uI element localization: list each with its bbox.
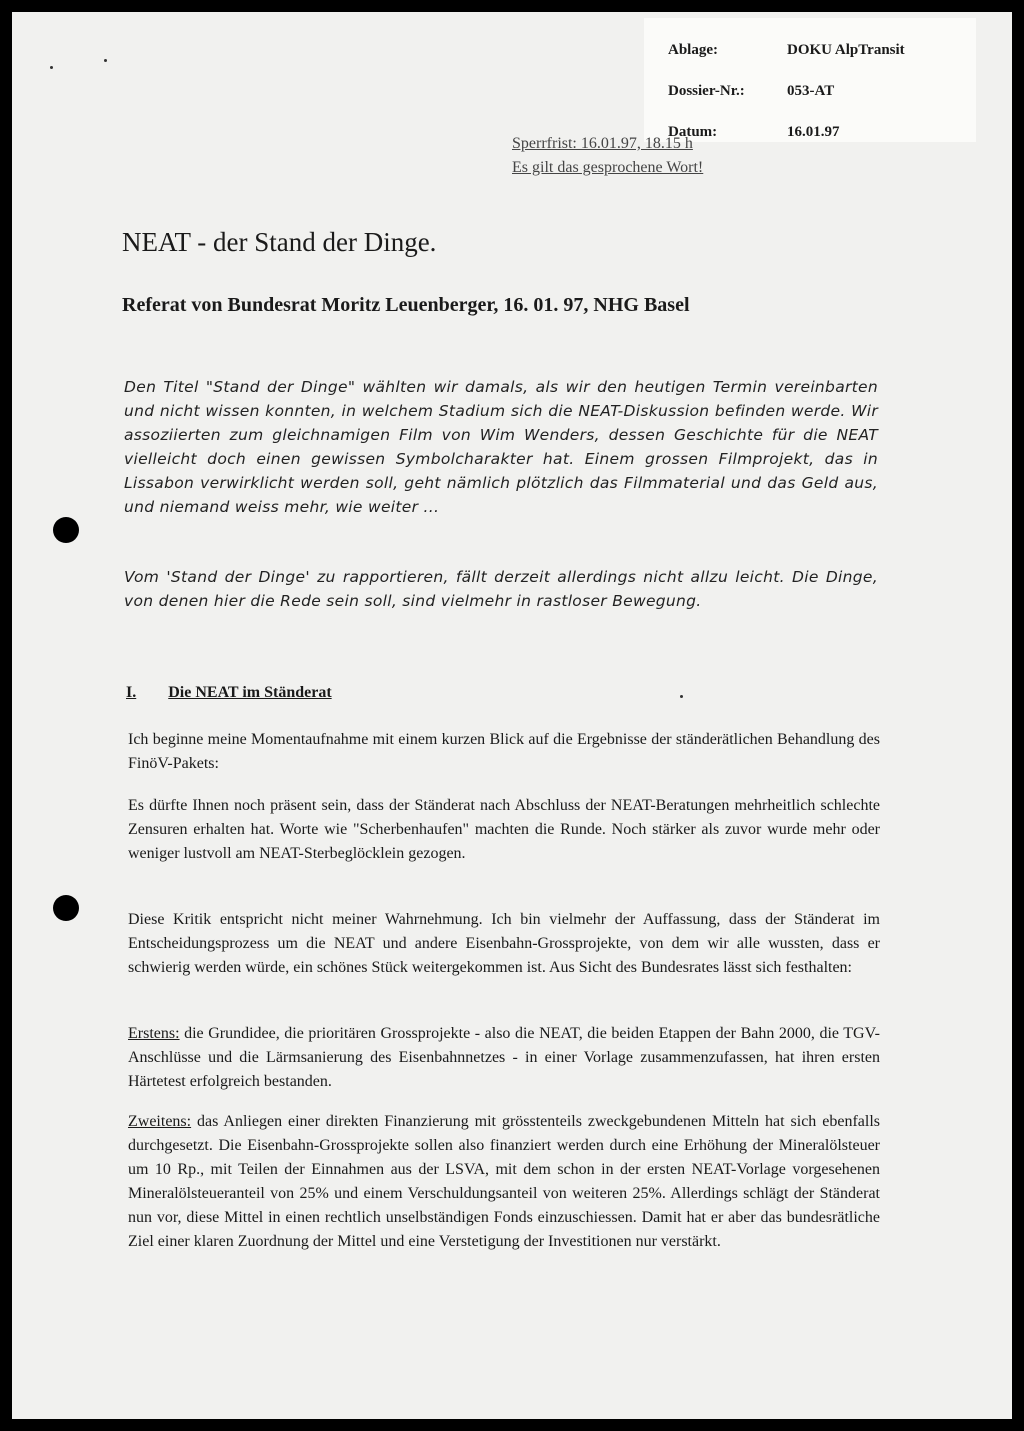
archive-stamp (644, 18, 976, 142)
scan-speck (104, 59, 107, 62)
scan-speck (680, 695, 683, 698)
dossier-value: 053-AT (787, 83, 835, 99)
section-number: I. (126, 684, 137, 701)
scan-speck (50, 66, 53, 69)
document-title: NEAT - der Stand der Dinge. (122, 227, 437, 257)
intro-paragraph: Vom 'Stand der Dinge' zu rapportieren, fällt derzeit allerdings nicht allzu leicht. Die Dinge, von denen hier die Rede sein soll, sind vielmehr in rastloser Bewegung. (124, 568, 878, 610)
body-paragraph: Ich beginne meine Momentaufnahme mit einem kurzen Blick auf die Ergebnisse der ständerätlichen Behandlung des FinöV-Pakets: (128, 731, 880, 772)
section-heading (126, 684, 332, 702)
embargo-line-1: Sperrfrist: 16.01.97, 18.15 h (512, 135, 693, 152)
document-subtitle: Referat von Bundesrat Moritz Leuenberger, 16. 01. 97, NHG Basel (122, 294, 690, 316)
embargo-notice (512, 132, 703, 180)
paragraph-lead: Zweitens: (128, 1113, 192, 1130)
body-paragraph (128, 1110, 880, 1254)
embargo-line-2: Es gilt das gesprochene Wort! (512, 159, 704, 176)
dossier-label: Dossier-Nr.: (668, 83, 745, 99)
datum-value: 16.01.97 (787, 124, 840, 140)
body-paragraph (128, 1022, 880, 1094)
section-title: Die NEAT im Ständerat (168, 684, 332, 701)
ablage-value: DOKU AlpTransit (787, 42, 905, 58)
document-page (12, 12, 1012, 1419)
ablage-label: Ablage: (668, 42, 718, 58)
paragraph-lead: Erstens: (128, 1025, 180, 1042)
paragraph-text: das Anliegen einer direkten Finanzierung mit grösstenteils zweckgebundenen Mitteln hat sich ebenfalls durchgesetzt. Die Eisenbahn-Grossprojekte sollen also finanziert werden durch eine Erhöhung der Mineralölsteuer um 10 Rp., mit Teilen der Einnahmen aus der LSVA, mit dem schon in der ersten NEAT-Vorlage vorgesehenen Mineralölsteueranteil von 25% und einem Verschuldungsanteil von weiteren 25%. Allerdings schlägt der Ständerat nun vor, diese Mittel in einen rechtlich unselbständigen Fonds einzuschiessen. Damit hat er aber das bundesrätliche Ziel einer klaren Zuordnung der Mittel und eine Verstetigung der Investitionen nur verstärkt. (128, 1113, 880, 1250)
body-paragraph: Diese Kritik entspricht nicht meiner Wahrnehmung. Ich bin vielmehr der Auffassung, dass der Ständerat im Entscheidungsprozess um die NEAT und andere Eisenbahn-Grossprojekte, von dem wir alle wussten, dass er schwierig werden würde, ein schönes Stück weitergekommen ist. Aus Sicht des Bundesrates lässt sich festhalten: (128, 911, 880, 976)
punch-hole (53, 895, 79, 921)
paragraph-text: die Grundidee, die prioritären Grossprojekte - also die NEAT, die beiden Etappen der Bahn 2000, die TGV-Anschlüsse und die Lärmsanierung des Eisenbahnnetzes - in einer Vorlage zusammenzufassen, hat ihren ersten Härtetest erfolgreich bestanden. (128, 1025, 880, 1090)
datum-label: Datum: (668, 124, 718, 140)
intro-paragraph: Den Titel "Stand der Dinge" wählten wir damals, als wir den heutigen Termin vereinbarten und nicht wissen konnten, in welchem Stadium sich die NEAT-Diskussion befinden werde. Wir assoziierten zum gleichnamigen Film von Wim Wenders, dessen Geschichte für die NEAT vielleicht doch einen gewissen Symbolcharakter hat. Einem grossen Filmprojekt, das in Lissabon verwirklicht werden soll, geht nämlich plötzlich das Filmmaterial und das Geld aus, und niemand weiss mehr, wie weiter ... (124, 378, 878, 516)
punch-hole (53, 517, 79, 543)
body-paragraph: Es dürfte Ihnen noch präsent sein, dass der Ständerat nach Abschluss der NEAT-Beratungen mehrheitlich schlechte Zensuren erhalten hat. Worte wie "Scherbenhaufen" machten die Runde. Noch stärker als zuvor wurde mehr oder weniger lustvoll am NEAT-Sterbeglöcklein gezogen. (128, 797, 880, 862)
